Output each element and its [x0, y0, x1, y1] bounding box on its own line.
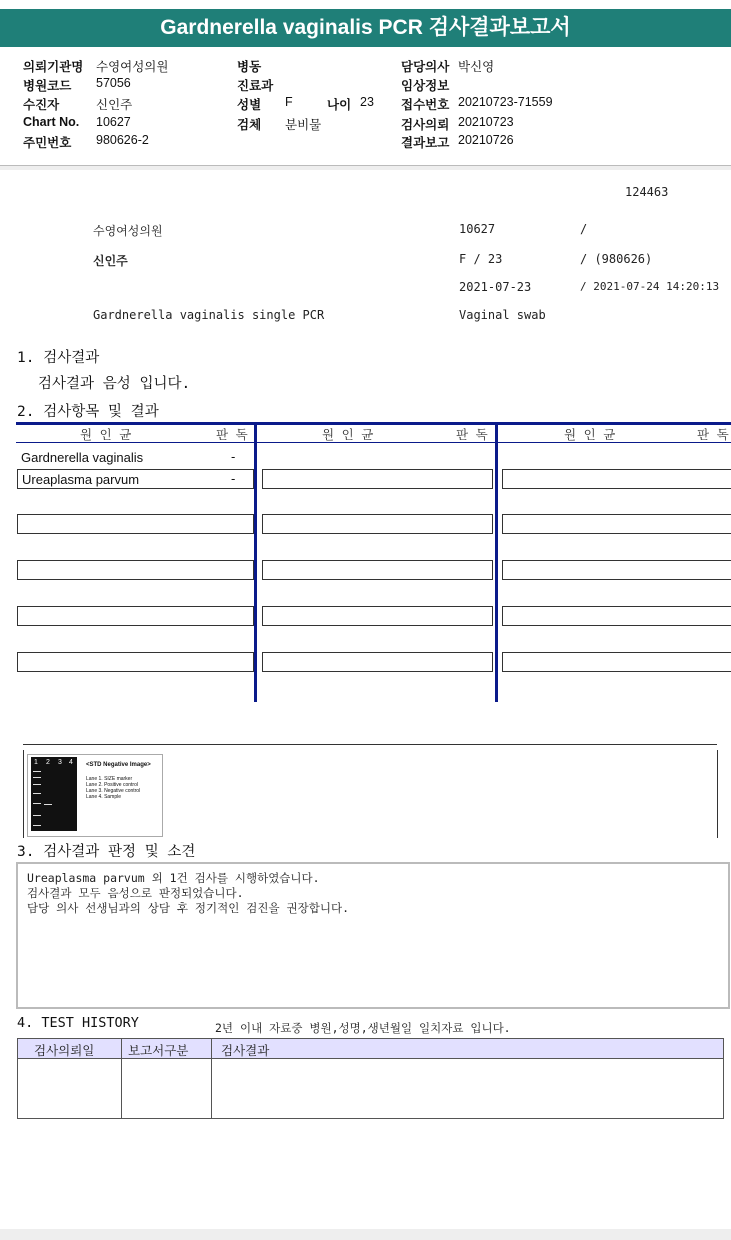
header-value-age: 23 [360, 95, 374, 109]
header-label-clinic: 의뢰기관명 [23, 60, 84, 74]
gel-lane-1-label: 1 [34, 759, 38, 766]
header-value-clinic: 수영여성의원 [96, 60, 169, 74]
result-cell-box [17, 514, 254, 534]
result-cell-box [17, 652, 254, 672]
results-header-pathogen-2: 원 인 균 [322, 427, 374, 442]
gel-area-top-line [23, 744, 717, 745]
header-label-age: 나이 [327, 98, 352, 112]
result-cell-box [502, 560, 731, 580]
header-value-patient: 신인주 [96, 98, 133, 112]
gel-image [31, 757, 77, 831]
header-label-ward: 병동 [237, 60, 262, 74]
header-divider-shadow [0, 166, 731, 170]
header-label-report-date: 결과보고 [401, 136, 450, 150]
gel-lane-4-label: 4 [69, 759, 73, 766]
result-cell-box [502, 514, 731, 534]
results-header-result-2: 판 독 [456, 427, 488, 442]
result-cell-box [262, 606, 493, 626]
section3-title: 3. 검사결과 판정 및 소견 [17, 844, 196, 860]
history-table-header [17, 1038, 724, 1059]
gel-band [33, 777, 41, 778]
result-row-1-pathogen: Gardnerella vaginalis [21, 450, 144, 465]
result-cell-box [262, 469, 493, 489]
header-value-request-date: 20210723 [458, 115, 514, 129]
info-specimen: Vaginal swab [459, 308, 546, 322]
results-header-pathogen-3: 원 인 균 [564, 427, 616, 442]
section1-result: 검사결과 음성 입니다. [38, 376, 191, 392]
report-id: 124463 [625, 185, 669, 199]
gel-band [33, 825, 41, 826]
gel-lane-2-label: 2 [46, 759, 50, 766]
header-label-clinical-info: 임상정보 [401, 79, 450, 93]
opinion-line-3: 담당 의사 선생님과의 상담 후 정기적인 검진을 권장합니다. [27, 901, 350, 915]
page-bottom-strip [0, 1229, 731, 1240]
header-value-resident-no: 980626-2 [96, 133, 149, 147]
header-value-doctor: 박신영 [458, 60, 495, 74]
gel-band [44, 804, 52, 805]
info-slash: / [580, 222, 588, 236]
opinion-line-1: Ureaplasma parvum 외 1건 검사를 시행하였습니다. [27, 871, 320, 885]
header-label-department: 진료과 [237, 79, 274, 93]
results-header-pathogen-1: 원 인 균 [80, 427, 132, 442]
history-col-divider-2 [211, 1038, 212, 1119]
results-table-divider-2 [495, 422, 498, 702]
result-cell-box [262, 560, 493, 580]
gel-legend-lane-3: Lane 3. Negative control [86, 788, 141, 794]
history-table-body [17, 1059, 724, 1119]
gel-legend-lane-2: Lane 2. Positive control [86, 782, 138, 788]
result-cell-box [17, 606, 254, 626]
info-request-date: 2021-07-23 [459, 280, 532, 294]
header-label-sex: 성별 [237, 98, 262, 112]
results-header-result-1: 판 독 [216, 427, 248, 442]
header-label-hospital-code: 병원코드 [23, 79, 72, 93]
header-label-specimen: 검체 [237, 118, 262, 132]
header-label-request-date: 검사의뢰 [401, 118, 450, 132]
gel-legend-lane-4: Lane 4. Sample [86, 794, 122, 800]
info-chart: 10627 [459, 222, 496, 236]
info-birth: / (980626) [580, 252, 653, 266]
header-label-receipt-no: 접수번호 [401, 98, 450, 112]
info-patient: 신인주 [93, 254, 128, 268]
report-title: Gardnerella vaginalis PCR 검사결과보고서 [160, 16, 571, 39]
header-value-sex: F [285, 95, 293, 109]
info-test-name: Gardnerella vaginalis single PCR [93, 308, 325, 322]
result-cell-box [502, 652, 731, 672]
gel-band [33, 771, 41, 772]
results-header-result-3: 판 독 [697, 427, 729, 442]
gel-band [33, 784, 41, 785]
history-header-result: 검사결과 [221, 1043, 270, 1058]
header-value-chart: 10627 [96, 115, 131, 129]
result-row-2-pathogen: Ureaplasma parvum [22, 472, 140, 487]
result-cell-box [262, 514, 493, 534]
history-header-report-type: 보고서구분 [128, 1043, 189, 1058]
section1-title: 1. 검사결과 [17, 350, 100, 366]
info-report-datetime: / 2021-07-24 14:20:13 [580, 280, 720, 293]
result-row-2-result: - [231, 471, 236, 486]
result-cell-box [502, 606, 731, 626]
gel-band [33, 803, 41, 804]
header-label-resident-no: 주민번호 [23, 136, 72, 150]
info-sex-age: F / 23 [459, 252, 503, 266]
result-cell-box [262, 652, 493, 672]
header-value-receipt-no: 20210723-71559 [458, 95, 553, 109]
header-label-patient: 수진자 [23, 98, 60, 112]
history-header-request-date: 검사의뢰일 [34, 1043, 95, 1058]
info-clinic: 수영여성의원 [93, 224, 163, 238]
gel-legend-title: <STD Negative Image> [86, 762, 151, 768]
result-row-1-result: - [231, 449, 236, 464]
gel-band [33, 815, 41, 816]
section2-title: 2. 검사항목 및 결과 [17, 404, 159, 420]
header-label-chart: Chart No. [23, 115, 80, 129]
gel-band [33, 793, 41, 794]
gel-lane-3-label: 3 [58, 759, 62, 766]
header-value-report-date: 20210726 [458, 133, 514, 147]
history-note: 2년 이내 자료중 병원,성명,생년월일 일치자료 입니다. [215, 1021, 511, 1035]
history-col-divider-1 [121, 1038, 122, 1119]
section4-title: 4. TEST HISTORY [17, 1015, 139, 1031]
result-cell-box [502, 469, 731, 489]
result-cell-box [17, 560, 254, 580]
results-table-divider-1 [254, 422, 257, 702]
header-value-specimen: 분비물 [285, 118, 322, 132]
gel-legend-lane-1: Lane 1. SIZE marker [86, 776, 133, 782]
header-label-doctor: 담당의사 [401, 60, 450, 74]
header-value-hospital-code: 57056 [96, 76, 131, 90]
opinion-line-2: 검사결과 모두 음성으로 판정되었습니다. [27, 886, 244, 900]
